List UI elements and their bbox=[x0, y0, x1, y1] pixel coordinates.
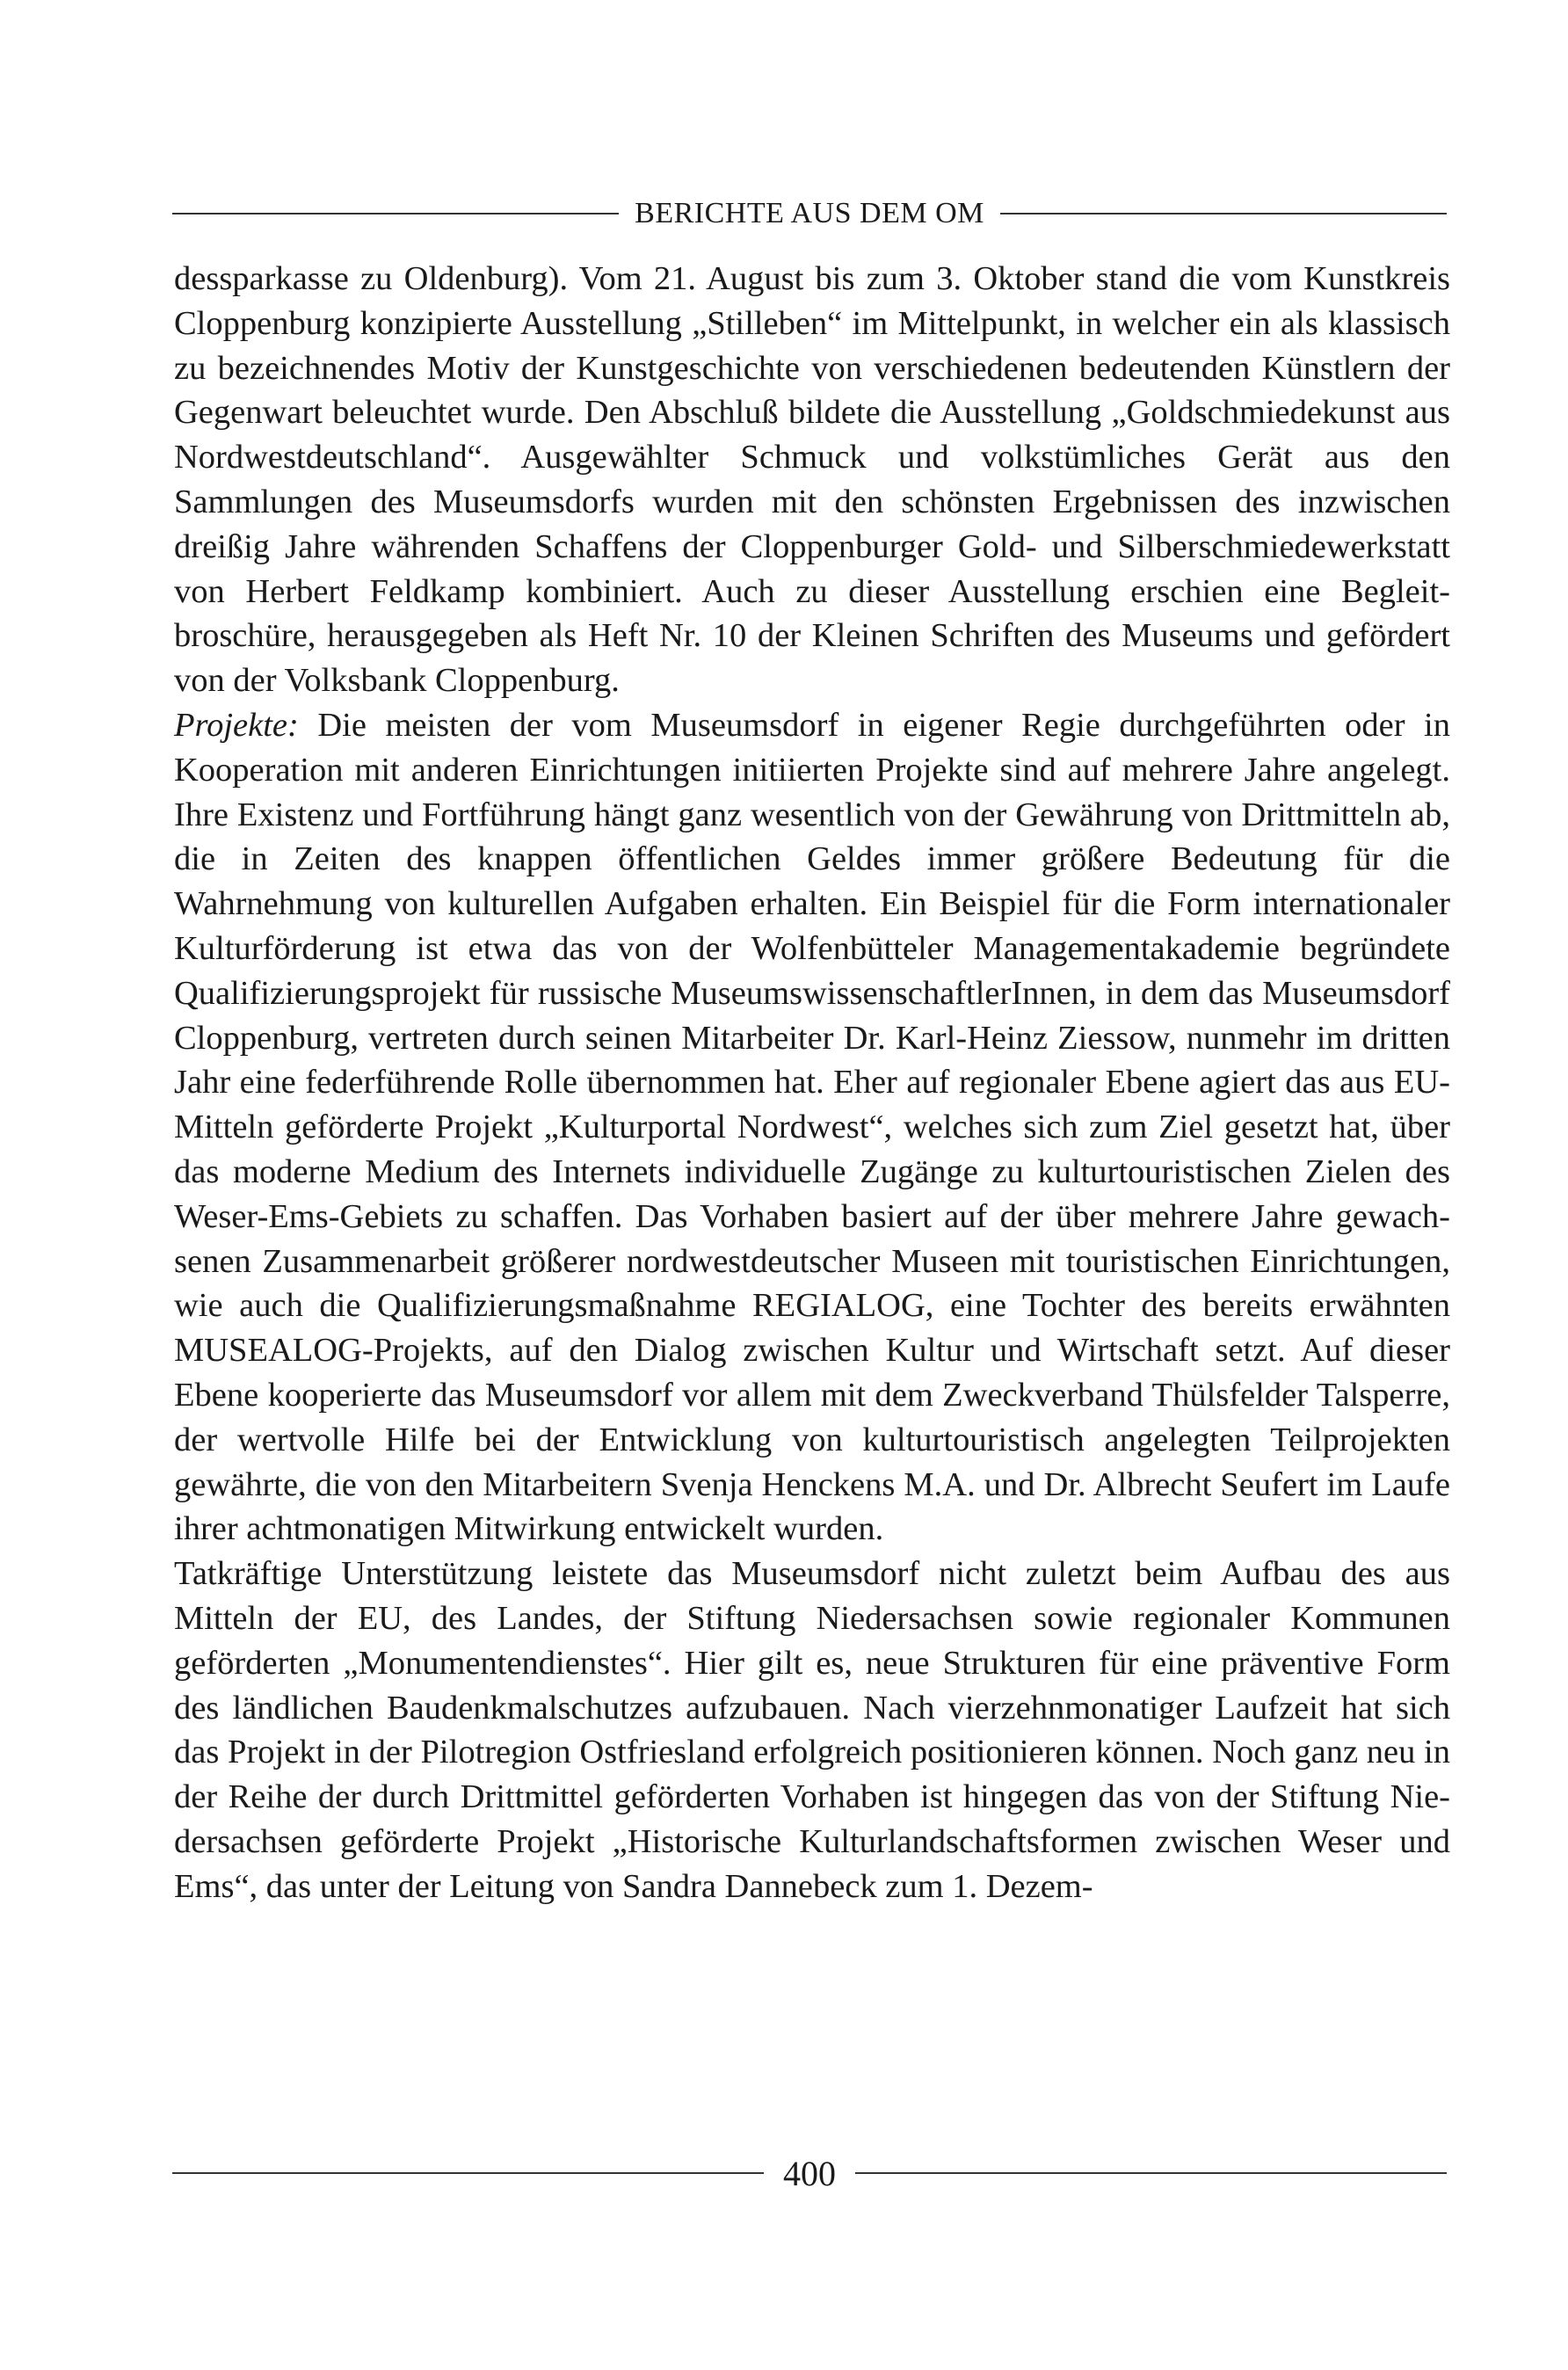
header-rule-right bbox=[1000, 213, 1447, 214]
paragraph-1 bbox=[174, 257, 1450, 703]
page-footer bbox=[172, 2148, 1447, 2198]
header-rule-left bbox=[172, 213, 619, 214]
section-label-projekte: Projekte: bbox=[174, 706, 299, 744]
paragraph-2-text: Die meisten der vom Museumsdorf in eigener Regie durchgeführten oder in Kooperation mit anderen Einrichtungen initiierten Projekte sind auf mehrere Jahre angelegt. Ihre Existenz und Fortführung hängt ganz wesentlich von der Gewährung von Drittmitteln ab, die in Zeiten des knappen öffentlichen Geldes immer größere Bedeutung für die Wahrnehmung von kulturellen Aufgaben erhalten. Ein Beispiel für die Form internationaler Kulturförderung ist etwa das von der Wolfenbütteler Managementakademie begründete Qualifizierungsprojekt für russische MuseumswissenschaftlerInnen, in dem das Museumsdorf Cloppenburg, vertreten durch seinen Mitarbeiter Dr. Karl-Heinz Ziessow, nunmehr im dritten Jahr eine federführende Rolle übernommen hat. Eher auf regionaler Ebene agiert das aus EU-Mitteln geförderte Projekt „Kulturportal Nordwest“, welches sich zum Ziel gesetzt hat, über das moderne Medium des Internets individuelle Zugänge zu kulturtouristischen Zielen des Weser-Ems-Gebiets zu schaffen. Das Vorhaben basiert auf der über mehrere Jahre gewachsenen Zusammenarbeit größerer nordwestdeutscher Museen mit touristischen Einrichtungen, wie auch die Qualifizierungsmaßnahme REGIALOG, eine Tochter des bereits erwähnten MUSEALOG-Projekts, auf den Dialog zwischen Kultur und Wirtschaft setzt. Auf dieser Ebene kooperierte das Museumsdorf vor allem mit dem Zweckverband Thülsfelder Talsperre, der wertvolle Hilfe bei der Entwicklung von kulturtouristisch angelegten Teilprojekten gewährte, die von den Mitarbeitern Svenja Henckens M.A. und Dr. Albrecht Seufert im Laufe ihrer achtmonatigen Mitwirkung entwickelt wurden. bbox=[174, 706, 1450, 1548]
paragraph-3-text: Tatkräftige Unterstützung leistete das Museumsdorf nicht zuletzt beim Aufbau des aus Mitteln der EU, des Landes, der Stiftung Niedersachsen sowie regionaler Kommunen geförderten „Monumentendienstes“. Hier gilt es, neue Strukturen für eine präventive Form des ländlichen Baudenkmalschutzes aufzubauen. Nach vierzehnmonatiger Laufzeit hat sich das Projekt in der Pilotregion Ostfriesland erfolgreich positionieren können. Noch ganz neu in der Reihe der durch Drittmittel geförderten Vorhaben ist hingegen das von der Stiftung Niedersachsen geförderte Projekt „Historische Kulturlandschaftsformen zwischen Weser und Ems“, das unter der Leitung von Sandra Dannebeck zum 1. Dezem- bbox=[174, 1555, 1450, 1905]
running-header bbox=[172, 192, 1447, 236]
footer-rule-right bbox=[855, 2172, 1447, 2174]
paragraph-2 bbox=[174, 703, 1450, 1552]
footer-rule-left bbox=[172, 2172, 764, 2174]
paragraph-1-text: dessparkasse zu Oldenburg). Vom 21. August bis zum 3. Oktober stand die vom Kunstkreis Cloppenburg konzipierte Ausstellung „Stilleben“ im Mittelpunkt, in welcher ein als klassisch zu bezeichnendes Motiv der Kunstgeschichte von verschiedenen bedeutenden Künstlern der Gegenwart beleuchtet wurde. Den Abschluß bildete die Ausstellung „Goldschmiedekunst aus Nordwestdeutschland“. Ausgewählter Schmuck und volkstümliches Gerät aus den Sammlungen des Museumsdorfs wurden mit den schönsten Ergebnissen des inzwischen dreißig Jahre währenden Schaffens der Cloppenburger Gold- und Silberschmiedewerkstatt von Herbert Feldkamp kombiniert. Auch zu dieser Ausstellung erschien eine Begleitbroschüre, herausgegeben als Heft Nr. 10 der Kleinen Schriften des Museums und gefördert von der Volksbank Cloppenburg. bbox=[174, 260, 1450, 700]
body-text bbox=[174, 257, 1450, 1908]
page-number: 400 bbox=[783, 2153, 836, 2193]
header-title: BERICHTE AUS DEM OM bbox=[635, 197, 984, 229]
paragraph-3 bbox=[174, 1552, 1450, 1908]
